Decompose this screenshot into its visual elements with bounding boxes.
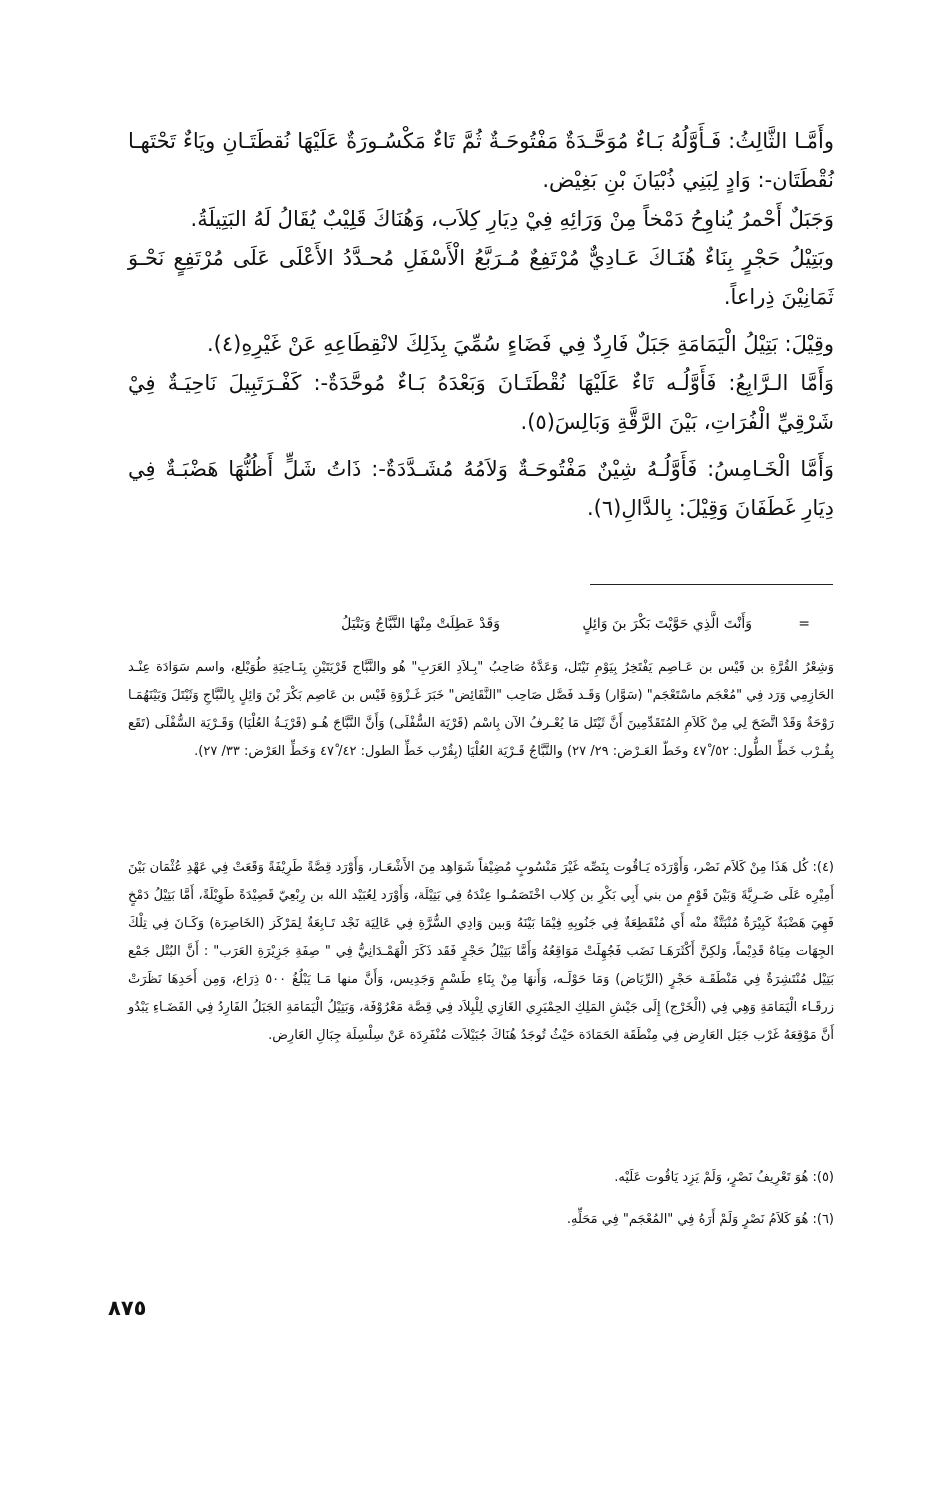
footnote-4 [128,854,834,1050]
paragraph-third-entry: وأَمَّـا الثَّالِثُ: فَـأَوَّلُهُ بَـاءٌ مُوَحَّـدَةٌ مَفْتُوحَـةٌ ثُمَّ تَاءٌ مَكْسُـورَةٌ عَلَيْهَا نُقطَتَـانِ ويَاءٌ تَحْتَهـا نُقْطَتَان-: وَادٍ لِبَنِي ذُبْيَانَ بْنِ بَغِيْض. [128,129,834,192]
paragraph-batil-yamama: وقِيْلَ: بَتِيْلُ الْيَمَامَةِ جَبَلٌ فَارِدٌ فِي فَضَاءٍ سُمِّيَ بِذَلِكَ لانْقِطَاعِهِ عَنْ غَيْرِهِ(٤). [206,332,834,356]
footnote-separator-rule [590,584,833,585]
paragraph-red-mountain: وَجَبَلٌ أَحْمرُ يُناوِحُ دَمْخاً مِنْ وَرَائِهِ فِيْ دِيَارِ كِلاَب، وَهُنَاكَ قَلِيْبٌ يُقَالُ لَهُ البَتِيلَةُ. [190,207,834,231]
footnote-6 [128,1206,834,1234]
footnote-continuation-text: وَشِعْرُ القُرَّةِ بن قَيْس بن عَـاصِم يَفْتَخِرُ بِيَوْمِ نَيْتَل، وَعَدَّهُ صَاحِبُ "بِـلاَدِ العَرَبِ" هُو والنَّبَّاج قَرْيَتَيْنِ بِنَـاحِيَةِ طُوَيْلع، واسم سَوَادَة عِنْـد الحَازِمِي وَرَد فِي "مُعْجَم ماسْتَعْجَم" (سَوَّار) وَقَـد فَصَّل صَاحِب "النَّقَائِض" خَبَرَ غَـزْوَةِ قَيْس بن عَاصِم بَكْرَ بْنَ وَائِلٍ بِالنَّبَّاجِ وَثَيْتَلَ وَبَيْنَهُمَـا رَوْحَةٌ وَقَدْ اتَّضَحَ لِي مِنْ كَلاَمِ المُتَقَدِّمِينَ أَنَّ ثَيْتَل مَا يُعْـرفُ الآن بِاسْم (قَرْيَة السُّفْلَى) وَأَنَّ النَّبَّاجَ هُـو (قَرْيَـةُ العُلْيَا) وَقَـرْيَة السُّفْلَى (تَقَع بِقُـرْب خَطِّ الطُّول: ٥٢/ ٤٧ْ وخَطّ العَـرْض: ٢٩/ ٢٧) والنَّبَّاجُ قَـرْيَة العُلْيَا (بِقُرْب خَطِّ الطول: ٤٢/ ٤٧ْ وَخَطِّ العَرْض: ٣٣/ ٢٧). [128,660,834,759]
verse-hemistich-second: وَقَدْ عَطِلَتْ مِنْهَا النَّبَّاجُ وَبَتْيَلُ [341,616,500,632]
main-text [128,122,834,528]
footnote-continuation [128,654,834,766]
footnote-4-text: (٤): كُل هَذَا مِنْ كَلاَم نَصْر، وَأَوْرَدَه يَـاقُوت بِنَصِّه غَيْرَ مَنْسُوبٍ مُضِيْفاً شَوَاهِد مِنَ الأَشْعَـار، وَأَوْرَد قِصَّةً طَرِيْفَةً وَقَعَتْ فِي عَهْدِ عُثْمَان بَيْنَ أَمِيْرِه عَلَى ضَـرِيَّةَ وَبَيْنَ قَوْمٍ من بني أَبِي بَكْرِ بن كِلاب اخْتَصَمُـوا عِنْدَهُ فِي بَتِيْلَة، وَأَوْرَد لِعُبَيْد الله بن رِبْعِيّ قَصِيْدَةً طَوِيْلَةً، أَمَّا بَتِيْلُ دَمْخٍ فَهِيَ هَضْبَةٌ كَبِيْرَةٌ مُنْبَتَّةٌ منْه أَي مُنْقَطِعَةٌ فِي جَنُوبِهِ فِيْمَا بَيْنَهُ وَبين وَادِي السُّرَّةِ فِي عَالِيَة نَجْد تَـابِعَةٌ لِمَرْكَز (الخَاصِرَة) وَكَـانَ فِي تِلْكَ الجِهَات مِيَاهٌ قَدِيْماً، وَلكِنَّ أَكْثَرَهَـا نَضَب فَجُهِلَتْ مَوَاقِعُهُ وَأَمَّا بَتِيْلُ حَجْرٍ فَقَد ذَكَرَ الْهَمْـدَانِيُّ فِي " صِفَةِ جَزِيْرَةِ العَرَب" : أَنَّ البُتْل جَمْع بَتِيْل مُنْتَشِرَةٌ فِي مَنْطَقَـة حَجْرٍ (الرِّيَاض) وَمَا حَوْلَـه، وَأَنهَا مِنْ بِنَاءِ طَسْمٍ وَجَدِيس، وَأَنَّ منها مَـا يَبْلُغُ ٥٠٠ ذِرَاع، وَمِن أَحَدِهَا نَظَرَتْ زرقَـاء الْيَمَامَةِ وَهِي فِي (الْخَرْج) إِلَى جَيْشِ المَلِكِ الحِمْيَرِي الغَازِي لِلْبِلاَد فِي قِصَّة مَعْرُوْفَة، وَبَتِيْلُ الْيَمَامَةِ الجَبَلُ الفَارِدُ فِي الفَضَـاءِ يَبْدُو أَنَّ مَوْقِعَهُ غَرْب جَبَل العَارِض فِي مِنْطَقَة الحَمَادَة حَيْثُ تُوجَدُ هُنَاكَ جُبَيْلاَت مُنْفَرِدَة عَنْ سِلْسِلَة جِبَالِ العَارِض. [128,860,834,1043]
continuation-marker: = [798,616,810,632]
footnote-5 [128,1164,834,1192]
paragraph-fourth-entry: وَأَمَّا الـرَّابِعُ: فَأَوَّلُـه تَاءٌ عَلَيْهَا نُقْطَتَـانَ وَبَعْدَهُ بَـاءٌ مُوحَّدَةٌ-: كَفْـرَتَبِيلَ نَاحِيَـةٌ فِيْ شَرْقِيِّ الْفُرَاتِ، بَيْنَ الرَّقَّةِ وَبَالِسَ(٥). [128,371,834,434]
verse-line [250,612,810,642]
footnote-6-text: (٦): هُوَ كَلاَمُ نَصْرٍ وَلَمْ أَرَهُ فِي "المُعْجَم" فِي مَحَلِّهِ. [566,1212,834,1227]
page-number: ٨٧٥ [108,1296,147,1320]
verse-hemistich-first: وَأَنْتَ الَّذِي حَوَّيْتَ بَكْرَ بنَ وَائِلٍ [582,616,752,632]
paragraph-batil-hajr: وبَتِيْلُ حَجْرٍ بِنَاءٌ هُنَـاكَ عَـادِيٌّ مُرْتَفِعٌ مُـرَبَّعُ الْأَسْفَلِ مُحـدَّدُ الأَعْلَى عَلَى مُرْتَفِعٍ نَحْـوَ ثَمَانِيْنَ ذِراعاً. [128,246,834,309]
paragraph-fifth-entry: وَأَمَّا الْخَـامِسُ: فَأَوَّلُـهُ شِيْنٌ مَفْتُوحَـةٌ وَلاَمُهُ مُشَـدَّدَةٌ-: ذَاتُ شَلٍّ أَظُنُّهَا هَضْبَـةٌ فِي دِيَارِ غَطَفَانَ وَقِيْلَ: بِالدَّالِ(٦). [128,457,834,520]
footnote-5-text: (٥): هُوَ تَعْرِيفُ نَصْرٍ، وَلَمْ يَزِد يَاقُوت عَلَيْه. [614,1170,834,1185]
